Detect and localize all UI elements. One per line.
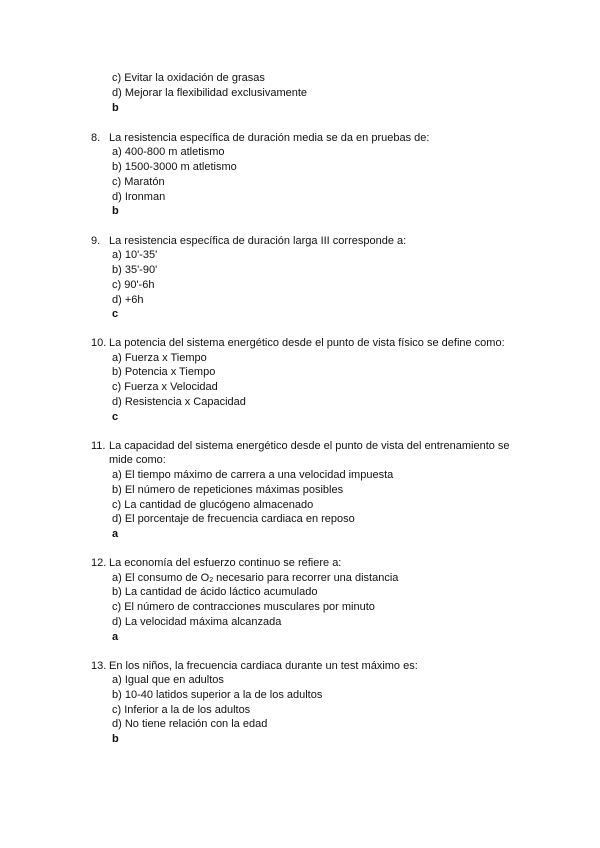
q7-option-d: d) Mejorar la flexibilidad exclusivamente <box>112 87 308 99</box>
q10-option-c: c) Fuerza x Velocidad <box>112 381 218 393</box>
q8-text: La resistencia específica de duración media se da en pruebas de: <box>109 132 430 144</box>
q10-option-b: b) Potencia x Tiempo <box>112 366 216 378</box>
q12-option-d: d) La velocidad máxima alcanzada <box>112 616 282 628</box>
q13-option-a: a) Igual que en adultos <box>112 674 224 686</box>
q8-option-a: a) 400-800 m atletismo <box>112 146 225 158</box>
q11-answer: a <box>112 528 119 540</box>
q12-option-a-part2: necesario para recorrer una distancia <box>213 572 399 584</box>
q13-text: En los niños, la frecuencia cardiaca durante un test máximo es: <box>109 660 418 672</box>
q9-option-b: b) 35'-90' <box>112 264 158 276</box>
q9-answer: c <box>112 308 119 320</box>
q7-option-c: c) Evitar la oxidación de grasas <box>112 72 265 84</box>
q12-text: La economía del esfuerzo continuo se refiere a: <box>109 557 342 569</box>
q10-option-a: a) Fuerza x Tiempo <box>112 352 207 364</box>
q10-answer: c <box>112 411 119 423</box>
q11-number: 11. <box>91 440 106 452</box>
q10-number: 10. <box>91 337 107 349</box>
q12-option-c: c) El número de contracciones musculares por minuto <box>112 601 375 613</box>
q11-text-line-2: mide como: <box>109 454 166 466</box>
q10-text: La potencia del sistema energético desde el punto de vista físico se define como: <box>109 337 505 349</box>
q13-answer: b <box>112 733 119 745</box>
q9-option-c: c) 90'-6h <box>112 279 155 291</box>
q9-option-a: a) 10'-35' <box>112 249 158 261</box>
q11-option-a: a) El tiempo máximo de carrera a una velocidad impuesta <box>112 469 394 481</box>
q13-option-c: c) Inferior a la de los adultos <box>112 704 251 716</box>
q8-option-d: d) Ironman <box>112 191 166 203</box>
q9-text: La resistencia específica de duración larga III corresponde a: <box>109 235 407 247</box>
q8-option-c: c) Maratón <box>112 176 165 188</box>
q8-number: 8. <box>91 132 101 144</box>
q11-text-line-1: La capacidad del sistema energético desde el punto de vista del entrenamiento se <box>109 440 510 452</box>
q11-option-b: b) El número de repeticiones máximas posibles <box>112 484 344 496</box>
q11-option-d: d) El porcentaje de frecuencia cardiaca en reposo <box>112 513 355 525</box>
q13-number: 13. <box>91 660 107 672</box>
q9-number: 9. <box>91 235 101 247</box>
q11-option-c: c) La cantidad de glucógeno almacenado <box>112 499 314 511</box>
q10-option-d: d) Resistencia x Capacidad <box>112 396 246 408</box>
q13-option-d: d) No tiene relación con la edad <box>112 718 268 730</box>
q7-answer: b <box>112 102 119 114</box>
q12-option-a-subscript: 2 <box>209 577 214 584</box>
q12-answer: a <box>112 631 119 643</box>
q12-number: 12. <box>91 557 107 569</box>
q13-option-b: b) 10-40 latidos superior a la de los adultos <box>112 689 323 701</box>
q9-option-d: d) +6h <box>112 294 144 306</box>
q12-option-a-part1: a) El consumo de O <box>112 572 210 584</box>
q8-option-b: b) 1500-3000 m atletismo <box>112 161 237 173</box>
q12-option-b: b) La cantidad de ácido láctico acumulado <box>112 586 318 598</box>
q8-answer: b <box>112 205 119 217</box>
